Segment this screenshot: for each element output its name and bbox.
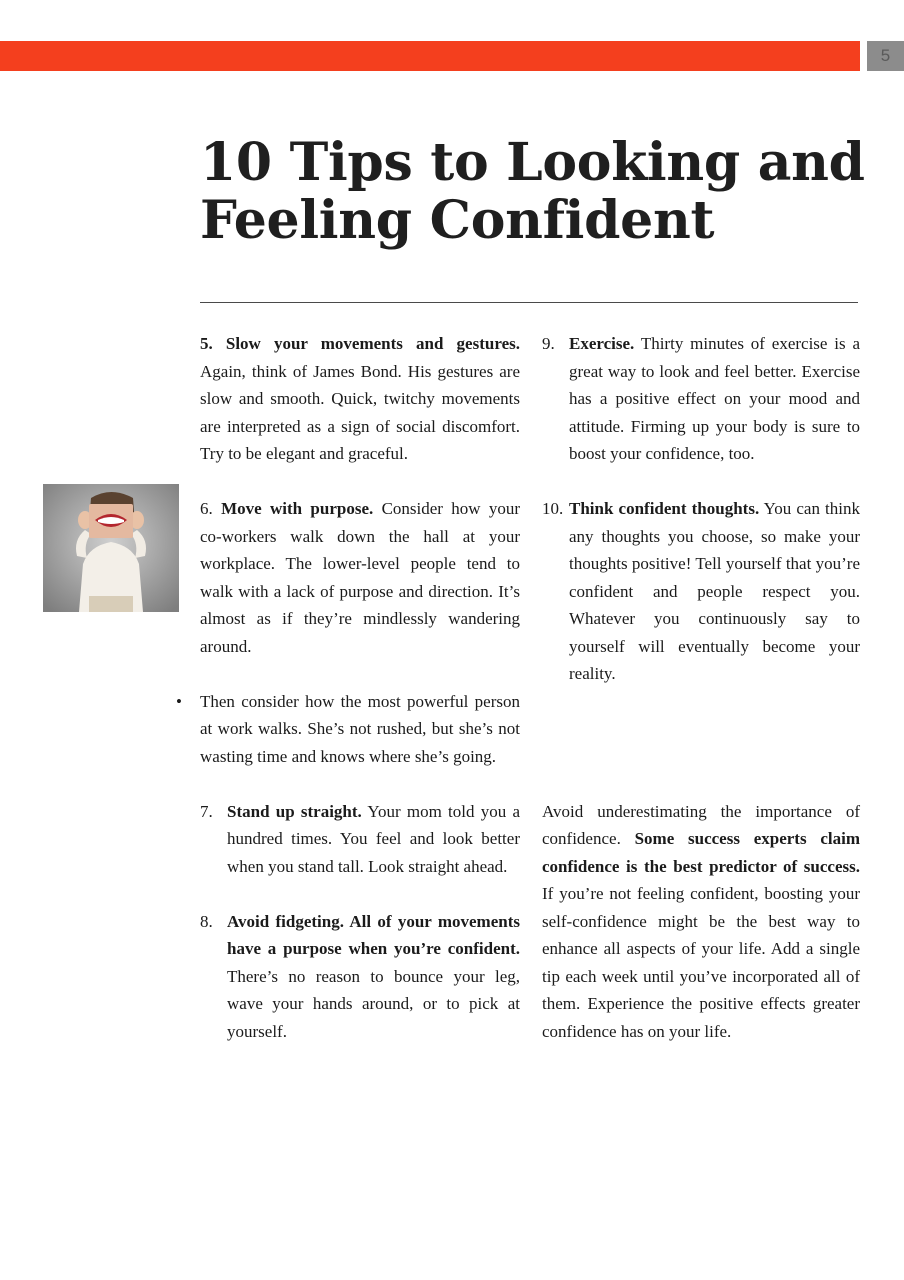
tip-10 <box>542 495 860 688</box>
tip-5-body: Again, think of James Bond. His gestures are slow and smooth. Quick, twitchy movements are interpreted as a sign of social discomfort. Try to be elegant and graceful. <box>200 361 520 463</box>
tip-6 <box>200 495 520 660</box>
tip-9 <box>542 330 860 468</box>
page-title <box>200 132 865 251</box>
tip-5-heading: 5. Slow your movements and gestures. <box>200 334 520 353</box>
closing-paragraph <box>542 798 860 1046</box>
closing-bold: Some success experts claim confidence is the best predictor of success. <box>542 829 860 876</box>
tip-5 <box>200 330 520 468</box>
tip-8 <box>200 908 520 1046</box>
tip-10-heading: Think confident thoughts. <box>569 499 760 518</box>
header-accent-bar <box>0 41 860 71</box>
tip-8-body: There’s no reason to bounce your leg, wave your hands around, or to pick at yourself. <box>227 966 520 1041</box>
tip-7-heading: Stand up straight. <box>227 801 362 821</box>
tip-10-body: You can think any thoughts you choose, so make your thoughts positive! Tell yourself that you’re confident and people respect you. Whatever you continuously say to yourself will eventually become your reality. <box>569 499 861 683</box>
tip-6-body: Consider how your co-workers walk down the hall at your workplace. The lower-level people tend to walk with a lack of purpose and direction. It’s almost as if they’re mindlessly wandering around. <box>200 499 521 656</box>
title-divider <box>200 302 858 303</box>
left-column <box>176 330 521 1045</box>
tip-8-heading: Avoid fidgeting. All of your movements have a purpose when you’re confident. <box>227 911 520 958</box>
tip-6-heading: Move with purpose. <box>221 499 374 518</box>
tip-10-number: 10. <box>542 499 564 518</box>
page-number: 5 <box>867 41 904 71</box>
smile-photo <box>43 484 179 612</box>
tip-7-body: Your mom told you a hundred times. You feel and look better when you stand tall. Look straight ahead. <box>227 801 520 876</box>
right-column <box>542 330 860 1045</box>
title-line-1: 10 Tips to Looking and <box>200 132 865 193</box>
tip-8-number: 8. <box>200 911 213 931</box>
tip-6-bullet <box>176 688 520 771</box>
bullet-icon: • <box>176 691 182 711</box>
tip-9-number: 9. <box>542 334 555 353</box>
tip-6-number: 6. <box>200 499 213 518</box>
tip-9-heading: Exercise. <box>569 334 635 353</box>
tip-7 <box>200 798 520 881</box>
closing-intro: Avoid underestimating the importance of confidence. <box>542 801 860 848</box>
closing-rest: If you’re not feeling confident, boosting your self-confidence might be the best way to enhance all aspects of your life. Add a single tip each week until you’ve incorporated all of them. Experience the positive effects greater confidence has on your life. <box>542 884 860 1041</box>
tip-7-number: 7. <box>200 801 213 821</box>
tip-9-body: Thirty minutes of exercise is a great way to look and feel better. Exercise has a positive effect on your mood and attitude. Firming up your body is sure to boost your confidence, too. <box>569 334 860 463</box>
tip-6-bullet-text: Then consider how the most powerful person at work walks. She’s not rushed, but she’s not wasting time and knows where she’s going. <box>200 691 520 766</box>
title-line-2: Feeling Confident <box>200 190 715 251</box>
